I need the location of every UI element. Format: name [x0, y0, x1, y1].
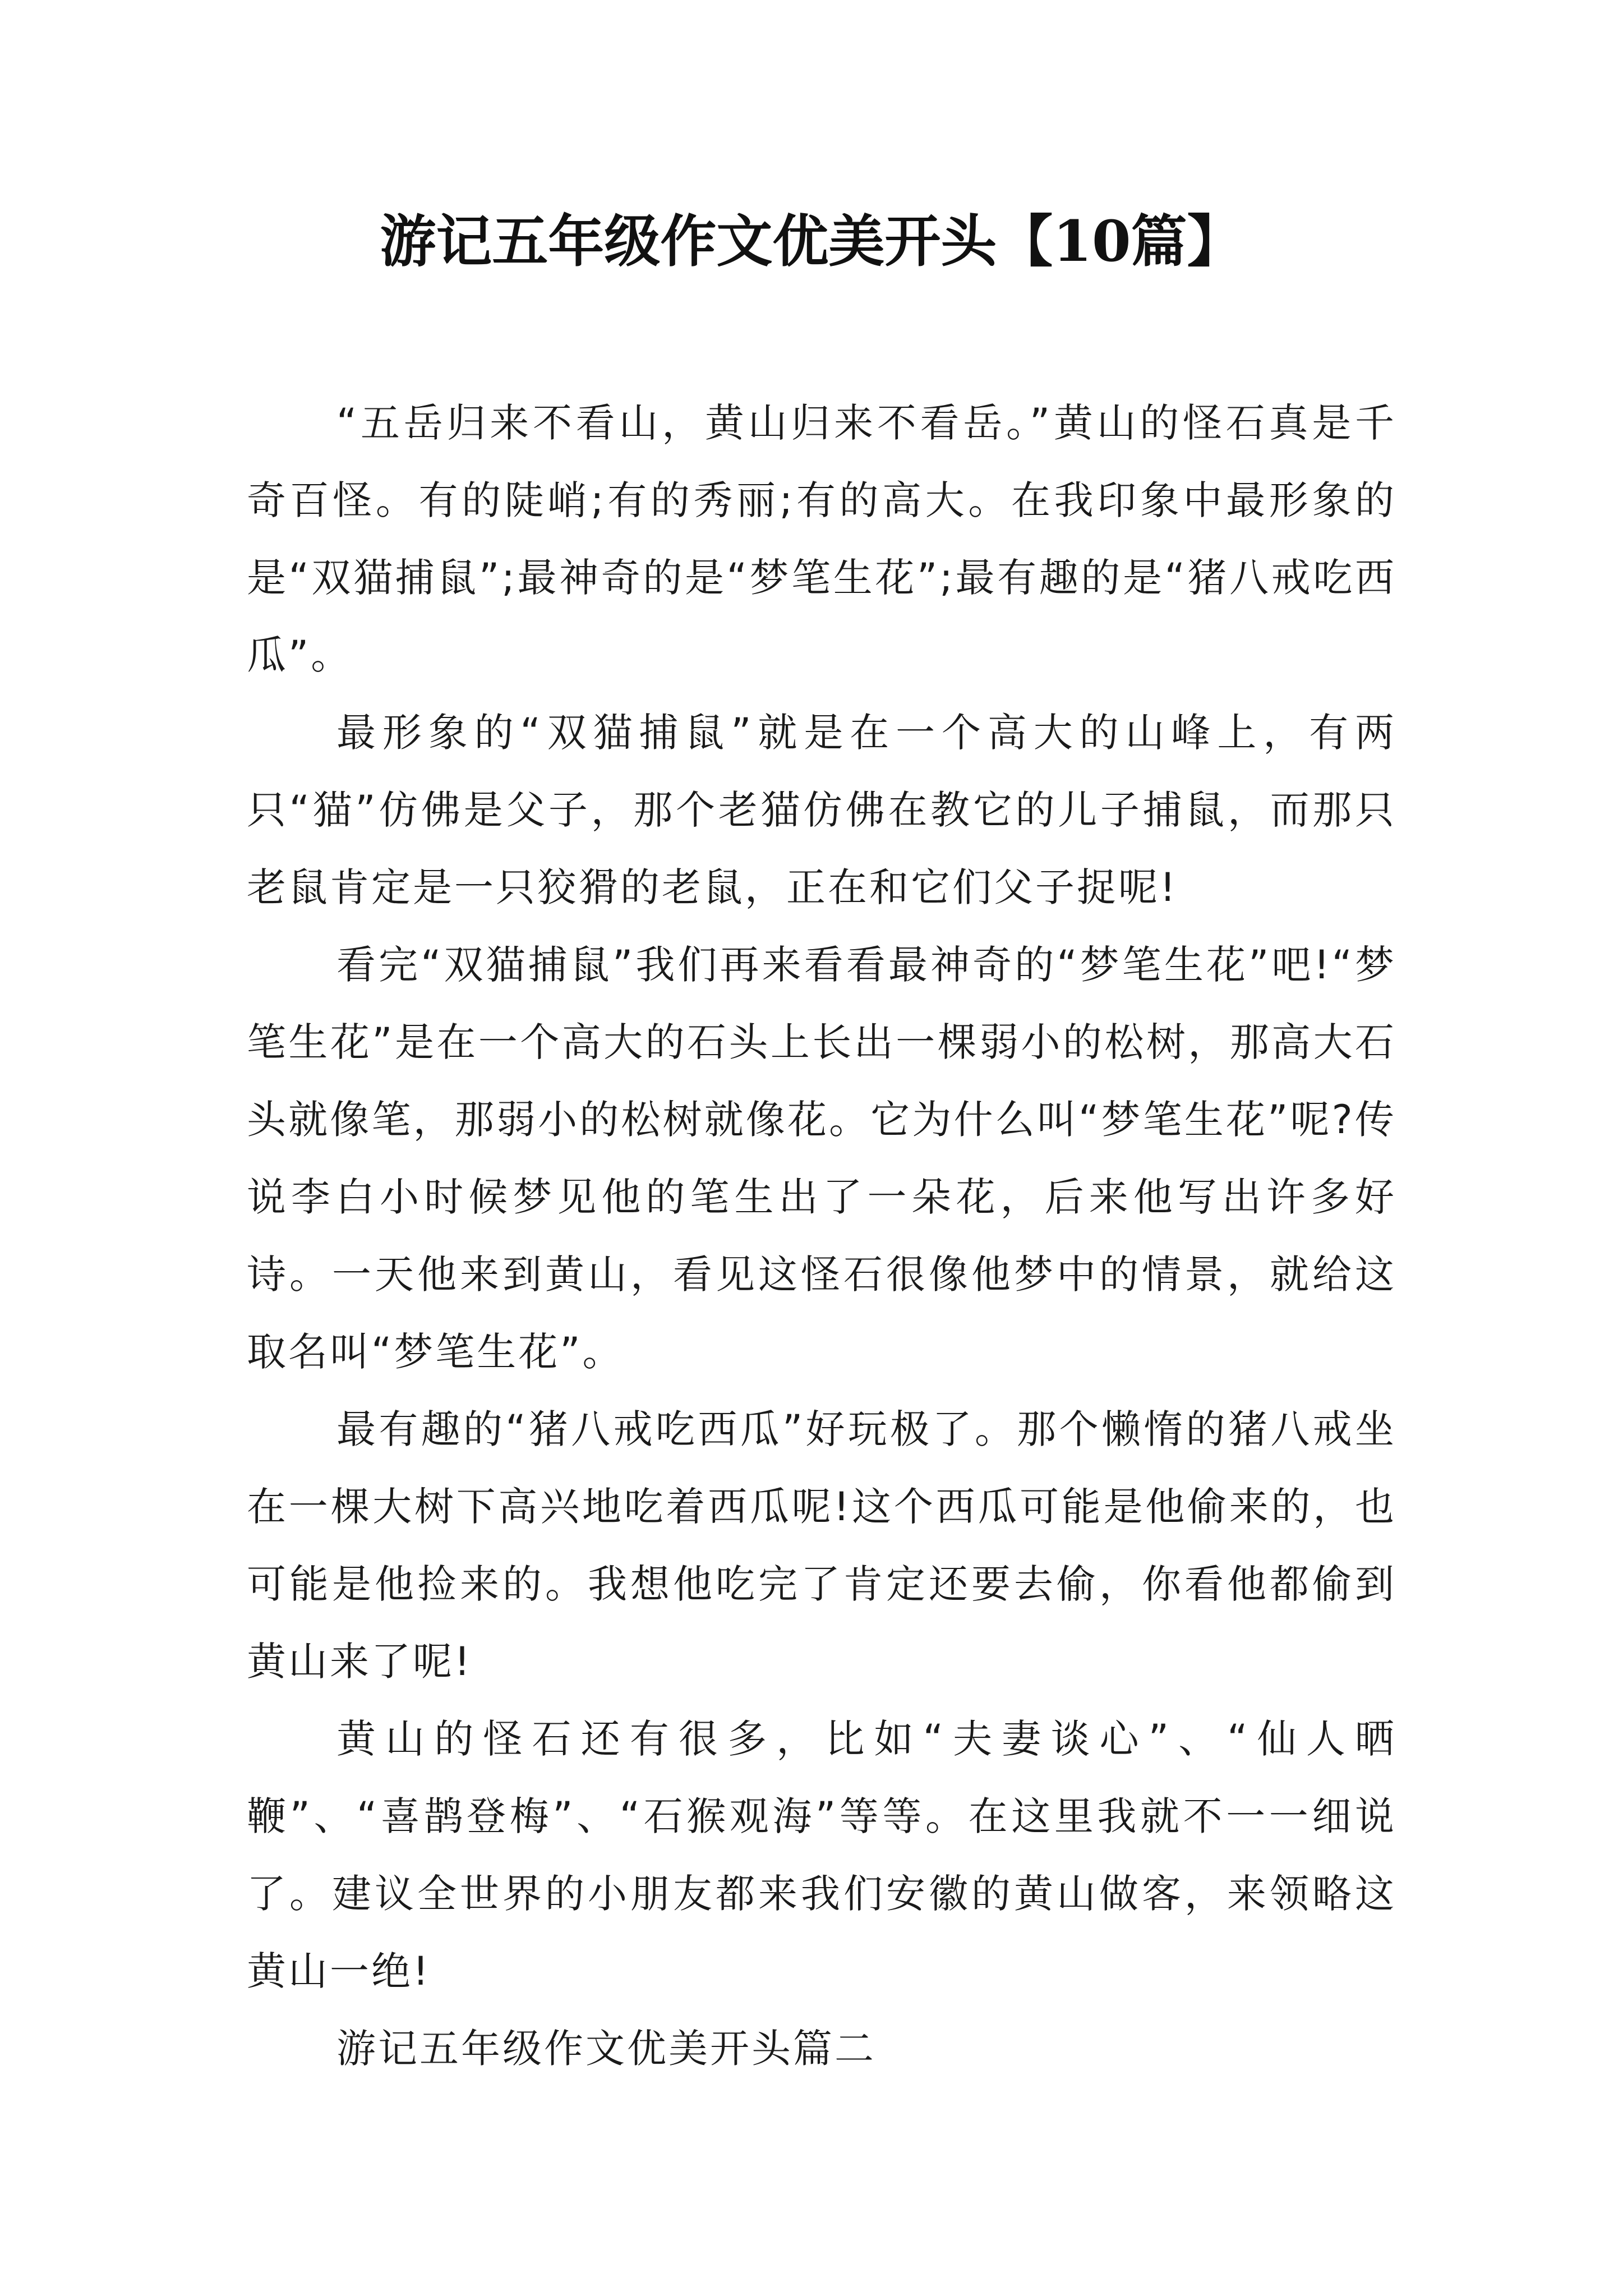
document-body [247, 384, 1396, 2087]
paragraph-3: 看完“双猫捕鼠”我们再来看看最神奇的“梦笔生花”吧!“梦笔生花”是在一个高大的石头上长出一棵弱小的松树，那高大石头就像笔，那弱小的松树就像花。它为什么叫“梦笔生花”呢?传说李白小时候梦见他的笔生出了一朵花，后来他写出许多好诗。一天他来到黄山，看见这怪石很像他梦中的情景，就给这取名叫“梦笔生花”。 [247, 942, 1396, 1375]
paragraph-2: 最形象的“双猫捕鼠”就是在一个高大的山峰上，有两只“猫”仿佛是父子，那个老猫仿佛在教它的儿子捕鼠，而那只老鼠肯定是一只狡猾的老鼠，正在和它们父子捉呢! [247, 710, 1396, 910]
document-title: 游记五年级作文优美开头【10篇】 [380, 208, 1243, 274]
paragraph-1: “五岳归来不看山，黄山归来不看岳。”黄山的怪石真是千奇百怪。有的陡峭;有的秀丽;有的高大。在我印象中最形象的是“双猫捕鼠”;最神奇的是“梦笔生花”;最有趣的是“猪八戒吃西瓜”。 [247, 400, 1396, 678]
paragraph-5: 黄山的怪石还有很多，比如“夫妻谈心”、“仙人晒鞭”、“喜鹊登梅”、“石猴观海”等等。在这里我就不一一细说了。建议全世界的小朋友都来我们安徽的黄山做客，来领略这黄山一绝! [247, 1716, 1396, 1994]
paragraph-4: 最有趣的“猪八戒吃西瓜”好玩极了。那个懒惰的猪八戒坐在一棵大树下高兴地吃着西瓜呢!这个西瓜可能是他偷来的，也可能是他捡来的。我想他吃完了肯定还要去偷，你看他都偷到黄山来了呢! [247, 1406, 1396, 1685]
section-heading-2: 游记五年级作文优美开头篇二 [336, 2026, 876, 2072]
